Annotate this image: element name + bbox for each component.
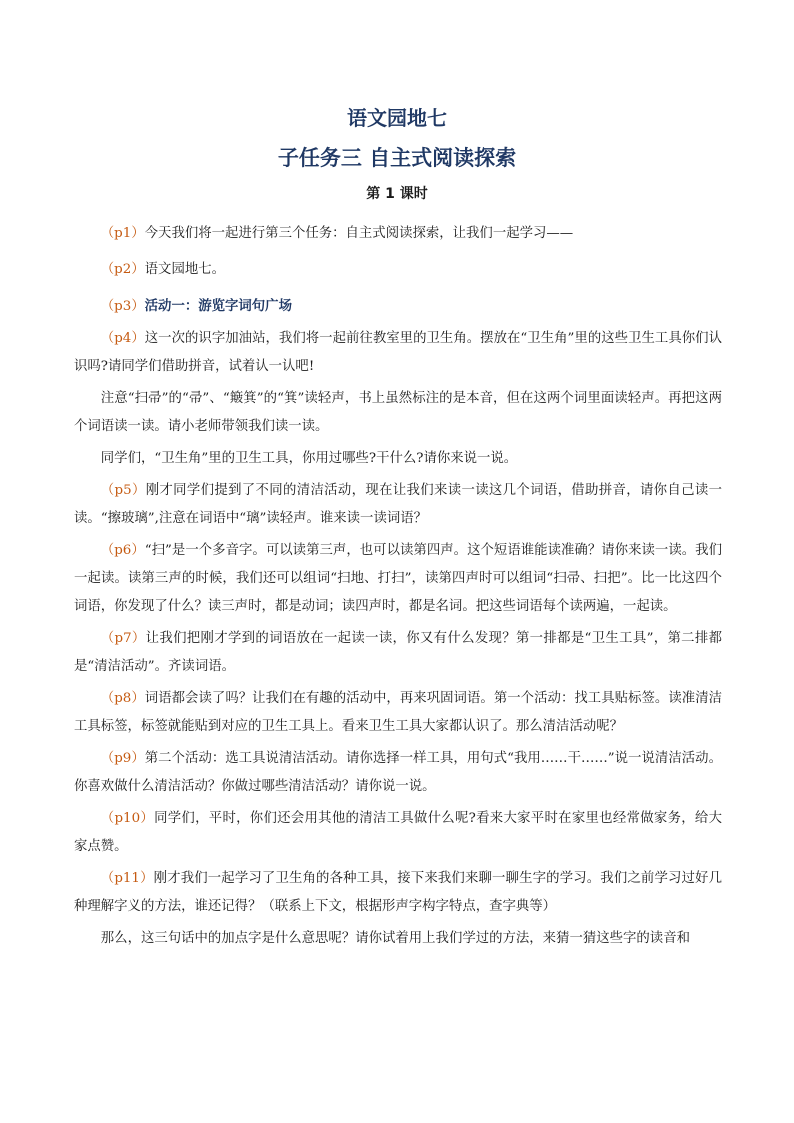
paragraph-tag: （p5） — [100, 483, 146, 498]
paragraph-text: “扫”是一个多音字。可以读第三声，也可以读第四声。这个短语谁能读准确？请你来读一读。我们一起读。读第三声的时候，我们还可以组词“扫地、打扫”，读第四声时可以组词“扫帚、扫把”。比一比这四个词语，你发现了什么？读三声时，都是动词；读四声时，都是名词。把这些词语每个读两遍，一起读。 — [74, 543, 722, 614]
paragraph-text: 语文园地七。 — [144, 262, 226, 277]
paragraph-text: 那么，这三句话中的加点字是什么意思呢？请你试着用上我们学过的方法，来猜一猜这些字的读音和 — [100, 931, 690, 946]
document-subtitle: 子任务三 自主式阅读探索 — [277, 146, 517, 170]
paragraph-text: 注意“扫帚”的“帚”、“簸箕”的“箕”读轻声，书上虽然标注的是本音，但在这两个词里面读轻声。再把这两个词语读一读。请小老师带领我们读一读。 — [74, 391, 722, 434]
paragraph-p4 — [74, 325, 722, 381]
paragraph-p8 — [74, 685, 722, 741]
paragraph-text: 同学们，“卫生角”里的卫生工具，你用过哪些?干什么?请你来说一说。 — [100, 451, 518, 466]
paragraph-p7 — [74, 625, 722, 681]
paragraph-tag: （p2） — [100, 262, 145, 277]
paragraph-note-light-tone — [74, 385, 722, 441]
paragraph-p10 — [74, 805, 722, 861]
paragraph-p2 — [74, 256, 722, 284]
paragraph-text: 刚才我们一起学习了卫生角的各种工具，接下来我们来聊一聊生字的学习。我们之前学习过好几种理解字义的方法，谁还记得？（联系上下文，根据形声字构字特点，查字典等） — [74, 871, 722, 914]
paragraph-text: 第二个活动：选工具说清洁活动。请你选择一样工具，用句式“我用……干……”说一说清洁活动。你喜欢做什么清洁活动？你做过哪些清洁活动？请你说一说。 — [74, 751, 722, 794]
paragraph-text: 同学们，平时，你们还会用其他的清洁工具做什么呢?看来大家平时在家里也经常做家务，给大家点赞。 — [74, 811, 722, 854]
activity-heading — [74, 292, 722, 321]
paragraph-text: 让我们把刚才学到的词语放在一起读一读，你又有什么发现？第一排都是“卫生工具”，第二排都是“清洁活动”。齐读词语。 — [74, 631, 722, 674]
paragraph-p1 — [74, 220, 722, 248]
paragraph-text: 今天我们将一起进行第三个任务：自主式阅读探索，让我们一起学习—— — [144, 226, 574, 241]
paragraph-p5 — [74, 477, 722, 533]
paragraph-tag: （p8） — [100, 691, 145, 706]
paragraph-tag: （p10） — [100, 811, 155, 826]
lesson-label: 第 1 课时 — [366, 186, 428, 202]
paragraph-tag: （p7） — [100, 631, 146, 646]
paragraph-tag: （p4） — [100, 331, 145, 346]
paragraph-hygiene-tools — [74, 445, 722, 473]
paragraph-tag: （p6） — [100, 543, 145, 558]
paragraph-closing — [74, 925, 722, 953]
document-body — [74, 220, 722, 957]
activity-heading-text: 活动一：游览字词句广场 — [144, 298, 292, 314]
paragraph-text: 这一次的识字加油站，我们将一起前往教室里的卫生角。摆放在“卫生角”里的这些卫生工具你们认识吗?请同学们借助拼音，试着认一认吧! — [74, 331, 722, 374]
paragraph-tag: （p1） — [100, 226, 145, 241]
paragraph-p11 — [74, 865, 722, 921]
paragraph-text: 刚才同学们提到了不同的清洁活动，现在让我们来读一读这几个词语，借助拼音，请你自己读一读。“擦玻璃”,注意在词语中“璃”读轻声。谁来读一读词语？ — [74, 483, 722, 526]
paragraph-tag: （p9） — [100, 751, 145, 766]
document-title: 语文园地七 — [347, 106, 447, 130]
paragraph-tag: （p3） — [100, 299, 145, 314]
paragraph-tag: （p11） — [100, 871, 154, 886]
paragraph-p6 — [74, 537, 722, 621]
paragraph-text: 词语都会读了吗？让我们在有趣的活动中，再来巩固词语。第一个活动：找工具贴标签。读准清洁工具标签，标签就能贴到对应的卫生工具上。看来卫生工具大家都认识了。那么清洁活动呢？ — [74, 691, 723, 734]
paragraph-p9 — [74, 745, 722, 801]
